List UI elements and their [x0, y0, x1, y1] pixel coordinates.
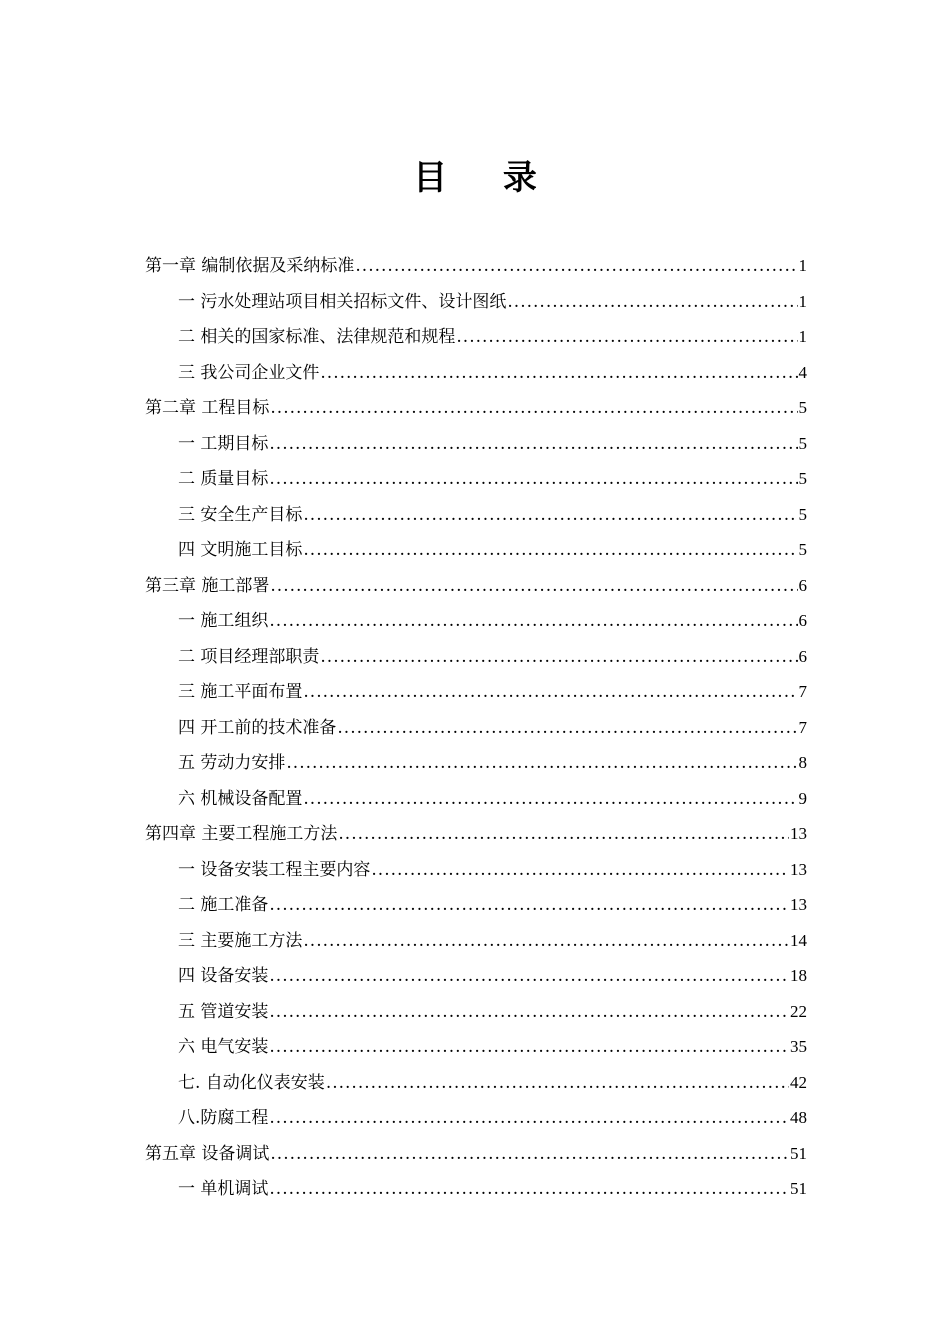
toc-page-number: 1 [798, 327, 807, 346]
toc-entry-label: 一 工期目标 [178, 433, 269, 454]
toc-page-number: 14 [790, 930, 807, 950]
toc-page-number: 6 [798, 575, 807, 595]
toc-page-number: 1 [798, 256, 807, 275]
toc-dot-leader [269, 888, 789, 924]
toc-entry-label: 四 文明施工目标 [178, 540, 303, 560]
toc-dot-leader [371, 853, 789, 889]
toc-section-entry[interactable] [145, 1029, 807, 1065]
toc-section-entry[interactable] [145, 923, 807, 959]
toc-page-number: 5 [798, 398, 807, 417]
toc-section-entry[interactable] [145, 497, 807, 533]
toc-entry-label: 一 施工组织 [178, 611, 269, 631]
toc-page-number: 13 [790, 824, 807, 843]
toc-chapter-entry[interactable] [145, 248, 807, 284]
toc-dot-leader [320, 640, 797, 676]
toc-chapter-entry[interactable] [145, 390, 807, 426]
toc-section-entry[interactable] [145, 461, 807, 497]
toc-section-entry[interactable] [145, 639, 807, 675]
toc-dot-leader [270, 569, 797, 605]
toc-entry-label: 七. 自动化仪表安装 [178, 1072, 325, 1093]
toc-chapter-entry[interactable] [145, 1136, 807, 1172]
toc-dot-leader [269, 462, 797, 498]
toc-page-number: 18 [790, 966, 807, 985]
toc-entry-label: 六 机械设备配置 [178, 788, 303, 809]
toc-page-number: 7 [798, 682, 807, 701]
toc-section-entry[interactable] [145, 994, 807, 1030]
toc-section-entry[interactable] [145, 1171, 807, 1207]
toc-entry-label: 一 设备安装工程主要内容 [178, 859, 371, 880]
toc-page-number: 48 [790, 1108, 807, 1127]
toc-dot-leader [326, 1066, 789, 1102]
toc-dot-leader [269, 1030, 789, 1066]
toc-entry-label: 第二章 工程目标 [145, 398, 270, 418]
toc-dot-leader [355, 249, 797, 285]
table-of-contents [145, 248, 807, 1207]
toc-dot-leader [320, 356, 797, 392]
toc-page-number: 9 [798, 788, 807, 808]
toc-dot-leader [286, 746, 797, 782]
toc-page-number: 7 [798, 717, 807, 737]
toc-section-entry[interactable] [145, 355, 807, 391]
toc-entry-label: 一 污水处理站项目相关招标文件、设计图纸 [178, 291, 507, 312]
toc-section-entry[interactable] [145, 1100, 807, 1136]
toc-entry-label: 三 主要施工方法 [178, 930, 303, 951]
toc-entry-label: 第四章 主要工程施工方法 [145, 824, 338, 844]
toc-entry-label: 第一章 编制依据及采纳标准 [145, 256, 355, 276]
toc-chapter-entry[interactable] [145, 568, 807, 604]
toc-entry-label: 二 质量目标 [178, 469, 269, 489]
toc-dot-leader [269, 1172, 789, 1208]
toc-dot-leader [270, 1137, 789, 1173]
toc-entry-label: 二 项目经理部职责 [178, 646, 320, 667]
toc-dot-leader [303, 533, 797, 569]
toc-page-number: 6 [798, 646, 807, 666]
toc-section-entry[interactable] [145, 852, 807, 888]
toc-section-entry[interactable] [145, 284, 807, 320]
toc-section-entry[interactable] [145, 781, 807, 817]
toc-dot-leader [303, 924, 789, 960]
toc-page-number: 1 [798, 291, 807, 311]
toc-dot-leader [269, 959, 789, 995]
toc-section-entry[interactable] [145, 532, 807, 568]
toc-entry-label: 一 单机调试 [178, 1179, 269, 1199]
toc-section-entry[interactable] [145, 958, 807, 994]
toc-page-number: 6 [798, 611, 807, 630]
toc-dot-leader [507, 285, 797, 321]
toc-dot-leader [270, 391, 797, 427]
toc-entry-label: 三 施工平面布置 [178, 682, 303, 702]
toc-section-entry[interactable] [145, 745, 807, 781]
toc-dot-leader [269, 427, 797, 463]
toc-dot-leader [303, 498, 797, 534]
toc-page-number: 35 [790, 1037, 807, 1056]
toc-dot-leader [269, 604, 797, 640]
toc-page-number: 22 [790, 1001, 807, 1021]
toc-section-entry[interactable] [145, 426, 807, 462]
toc-entry-label: 三 安全生产目标 [178, 504, 303, 525]
toc-entry-label: 第三章 施工部署 [145, 575, 270, 596]
toc-entry-label: 四 设备安装 [178, 966, 269, 986]
toc-dot-leader [269, 1101, 789, 1137]
toc-dot-leader [338, 817, 789, 853]
toc-page-number: 13 [790, 895, 807, 914]
toc-section-entry[interactable] [145, 1065, 807, 1101]
toc-dot-leader [303, 782, 797, 818]
toc-page-number: 4 [798, 362, 807, 382]
toc-section-entry[interactable] [145, 674, 807, 710]
toc-dot-leader [337, 711, 797, 747]
toc-dot-leader [456, 320, 797, 356]
toc-entry-label: 八.防腐工程 [178, 1108, 269, 1128]
toc-entry-label: 六 电气安装 [178, 1037, 269, 1057]
toc-chapter-entry[interactable] [145, 816, 807, 852]
toc-section-entry[interactable] [145, 319, 807, 355]
toc-page-number: 51 [790, 1179, 807, 1198]
toc-page-number: 5 [798, 433, 807, 453]
toc-section-entry[interactable] [145, 710, 807, 746]
toc-entry-label: 第五章 设备调试 [145, 1143, 270, 1164]
toc-page-number: 5 [798, 540, 807, 559]
toc-page-number: 8 [798, 753, 807, 772]
toc-section-entry[interactable] [145, 603, 807, 639]
toc-page-number: 5 [798, 469, 807, 488]
toc-entry-label: 二 相关的国家标准、法律规范和规程 [178, 327, 456, 347]
toc-page-number: 5 [798, 504, 807, 524]
toc-page-number: 13 [790, 859, 807, 879]
page-title: 目 录 [413, 158, 559, 198]
toc-entry-label: 四 开工前的技术准备 [178, 717, 337, 738]
toc-dot-leader [303, 675, 797, 711]
toc-entry-label: 三 我公司企业文件 [178, 362, 320, 383]
toc-entry-label: 五 劳动力安排 [178, 753, 286, 773]
toc-entry-label: 五 管道安装 [178, 1001, 269, 1022]
toc-page-number: 42 [790, 1072, 807, 1092]
toc-entry-label: 二 施工准备 [178, 895, 269, 915]
toc-section-entry[interactable] [145, 887, 807, 923]
toc-dot-leader [269, 995, 789, 1031]
toc-page-number: 51 [790, 1143, 807, 1163]
